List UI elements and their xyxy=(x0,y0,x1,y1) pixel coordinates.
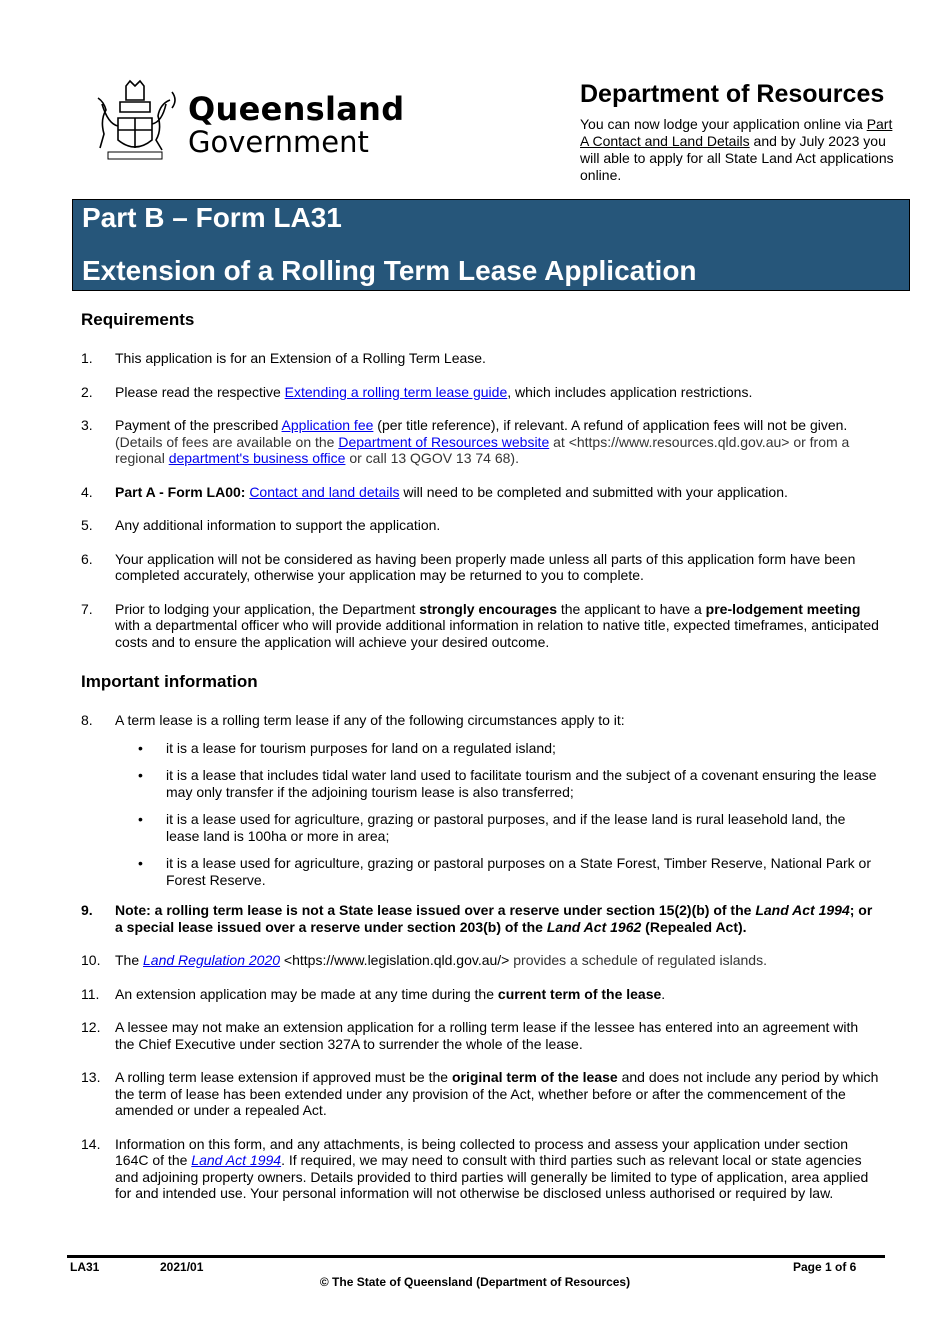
item-text: , which includes application restrictions. xyxy=(507,383,753,400)
item-number: 8. xyxy=(81,712,93,728)
item-text: and does not include any period by which the term of lease has been extended under any provision of the Act, whether before or after the commencement of the amended or under a repealed Act. xyxy=(115,1069,879,1118)
online-lodgement-note xyxy=(580,116,900,184)
item-text: at <https://www.resources.qld.gov.au> or from a regional xyxy=(115,433,850,466)
item-number: 1. xyxy=(81,350,93,366)
item-text: the applicant to have a xyxy=(556,600,706,617)
coat-of-arms-icon xyxy=(88,78,182,162)
bullet-text: it is a lease that includes tidal water land used to facilitate tourism and the subject of a covenant ensuring the lease may only transfer if the adjoining tourism lease is also transferred; xyxy=(166,767,877,800)
title-banner xyxy=(72,199,910,291)
item-number: 9. xyxy=(81,902,93,918)
item-text: pre-lodgement meeting xyxy=(705,600,861,617)
item-number: 14. xyxy=(81,1135,101,1152)
item-text: . xyxy=(661,985,666,1002)
item-text: original term of the lease xyxy=(451,1069,618,1085)
document-link[interactable]: Land Regulation 2020 xyxy=(143,952,281,968)
item-text: Land Act 1994 xyxy=(755,902,850,918)
important-info-heading: Important information xyxy=(81,672,258,691)
item-text: <https://www.legislation.qld.gov.au/> xyxy=(280,952,514,968)
list-item xyxy=(81,551,881,584)
bullet-text: it is a lease for tourism purposes for land on a regulated island; xyxy=(166,739,556,756)
list-item xyxy=(81,986,881,1003)
list-item xyxy=(81,484,881,501)
item-text: Information on this form, and any attachments, is being collected to process and assess your application under section 164C of the xyxy=(115,1135,849,1168)
item-number: 6. xyxy=(81,550,93,567)
item-text: will need to be completed and submitted with your application. xyxy=(399,483,788,500)
item-text: strongly encourages xyxy=(419,600,557,617)
item-text: (per title reference), if relevant. A refund of application fees will not be given. xyxy=(373,417,848,433)
item-text: . If required, we may need to consult with third parties such as relevant local or state agencies and adjoining property owners. Details provided to third parties will generally be limited to type of application, area applied for and intended use. Your personal information will not otherwise be disclosed unless authorised or required by law. xyxy=(115,1152,869,1201)
list-item xyxy=(81,417,881,467)
list-item xyxy=(81,1136,881,1202)
bullet-icon: • xyxy=(138,855,143,871)
document-body xyxy=(81,310,881,1219)
item-text: Your application will not be considered as having been properly made unless all parts of this application form have been completed accurately, otherwise your application may be returned to you to complete. xyxy=(115,550,856,583)
item-text: A lessee may not make an extension application for a rolling term lease if the lessee has entered into an agreement with the Chief Executive under section 327A to surrender the whole of the lease. xyxy=(115,1019,859,1052)
item-text: (Details of fees are available on the xyxy=(115,433,339,450)
bullet-item xyxy=(81,767,881,800)
item-number: 2. xyxy=(81,383,93,400)
list-item xyxy=(81,350,881,367)
document-link[interactable]: Land Act 1994 xyxy=(191,1152,282,1168)
item-text: This application is for an Extension of a Rolling Term Lease. xyxy=(115,350,486,366)
requirements-list xyxy=(81,350,881,650)
bullet-icon: • xyxy=(138,811,143,827)
item-text: An extension application may be made at any time during the xyxy=(115,985,498,1002)
bullet-item xyxy=(81,740,881,757)
list-item xyxy=(81,902,881,935)
logo-queensland: Queensland xyxy=(188,90,405,128)
requirements-heading: Requirements xyxy=(81,310,195,329)
bullet-icon: • xyxy=(138,767,143,783)
item-text: Prior to lodging your application, the Department xyxy=(115,600,420,617)
item-number: 13. xyxy=(81,1069,101,1085)
form-part-title: Part B – Form LA31 xyxy=(82,202,342,233)
note-text: and by July 2023 you will able to apply for all State Land Act applications online. xyxy=(580,133,894,183)
item-text: or call 13 QGOV 13 74 68). xyxy=(345,450,519,466)
item-number: 7. xyxy=(81,600,93,617)
list-item xyxy=(81,952,881,969)
item-text: A term lease is a rolling term lease if any of the following circumstances apply to it: xyxy=(115,712,625,728)
item-number: 5. xyxy=(81,517,93,533)
document-link[interactable]: Extending a rolling term lease guide xyxy=(284,383,508,400)
item-text: Please read the respective xyxy=(115,383,285,400)
list-item xyxy=(81,712,881,729)
document-link[interactable]: Application fee xyxy=(281,417,374,433)
bullet-icon: • xyxy=(138,739,143,756)
logo-government: Government xyxy=(188,125,369,159)
document-link[interactable]: department's business office xyxy=(168,450,346,466)
item-text: Any additional information to support the application. xyxy=(115,517,441,533)
item-text: current term of the lease xyxy=(497,985,662,1002)
document-link[interactable]: Department of Resources website xyxy=(338,433,550,450)
list-item xyxy=(81,384,881,401)
item-number: 4. xyxy=(81,483,93,500)
bullet-text: it is a lease used for agriculture, grazing or pastoral purposes on a State Forest, Timber Reserve, National Park or Forest Reserve. xyxy=(166,855,872,888)
item-text: Part A - Form LA00: xyxy=(115,483,250,500)
footer-page-number: Page 1 of 6 xyxy=(793,1260,857,1274)
item-number: 3. xyxy=(81,417,93,433)
bullet-item xyxy=(81,855,881,888)
footer-copyright: © The State of Queensland (Department of Resources) xyxy=(319,1275,631,1289)
item-text: (Repealed Act). xyxy=(641,918,747,935)
item-number: 12. xyxy=(81,1019,101,1035)
circumstances-list xyxy=(81,740,881,889)
item-text: with a departmental officer who will provide additional information in relation to native title, expected timeframes, anticipated costs and to ensure the application will achieve your desired outcome. xyxy=(115,617,879,650)
item-text: Note: a rolling term lease is not a State lease issued over a reserve under section 15(2)(b) of the xyxy=(115,902,756,918)
queensland-government-logo xyxy=(88,78,405,164)
footer-version: 2021/01 xyxy=(160,1260,204,1274)
item-number: 10. xyxy=(81,952,101,968)
item-number: 11. xyxy=(81,985,100,1002)
item-text: Payment of the prescribed xyxy=(115,417,282,433)
item-text: A rolling term lease extension if approved must be the xyxy=(115,1069,452,1085)
bullet-item xyxy=(81,811,881,844)
department-title: Department of Resources xyxy=(580,80,885,108)
item-text: Land Act 1962 xyxy=(546,918,642,935)
item-text: The xyxy=(115,952,144,968)
list-item xyxy=(81,1069,881,1119)
list-item xyxy=(81,1019,881,1052)
document-link[interactable]: Contact and land details xyxy=(249,483,400,500)
note-text: You can now lodge your application online via xyxy=(580,116,867,132)
form-title: Extension of a Rolling Term Lease Application xyxy=(82,255,697,286)
item-text: ; or a special lease issued over a reserve under section 203(b) of the xyxy=(115,902,873,935)
bullet-text: it is a lease used for agriculture, grazing or pastoral purposes, and if the lease land is rural leasehold land, the lease land is 100ha or more in area; xyxy=(166,811,846,844)
important-list xyxy=(81,902,881,1202)
footer-divider xyxy=(67,1255,885,1258)
list-item xyxy=(81,517,881,534)
footer-form-code: LA31 xyxy=(70,1260,100,1274)
list-item xyxy=(81,601,881,651)
item-text: provides a schedule of regulated islands. xyxy=(513,952,767,968)
part-a-link[interactable]: Part A Contact and Land Details xyxy=(580,116,893,149)
